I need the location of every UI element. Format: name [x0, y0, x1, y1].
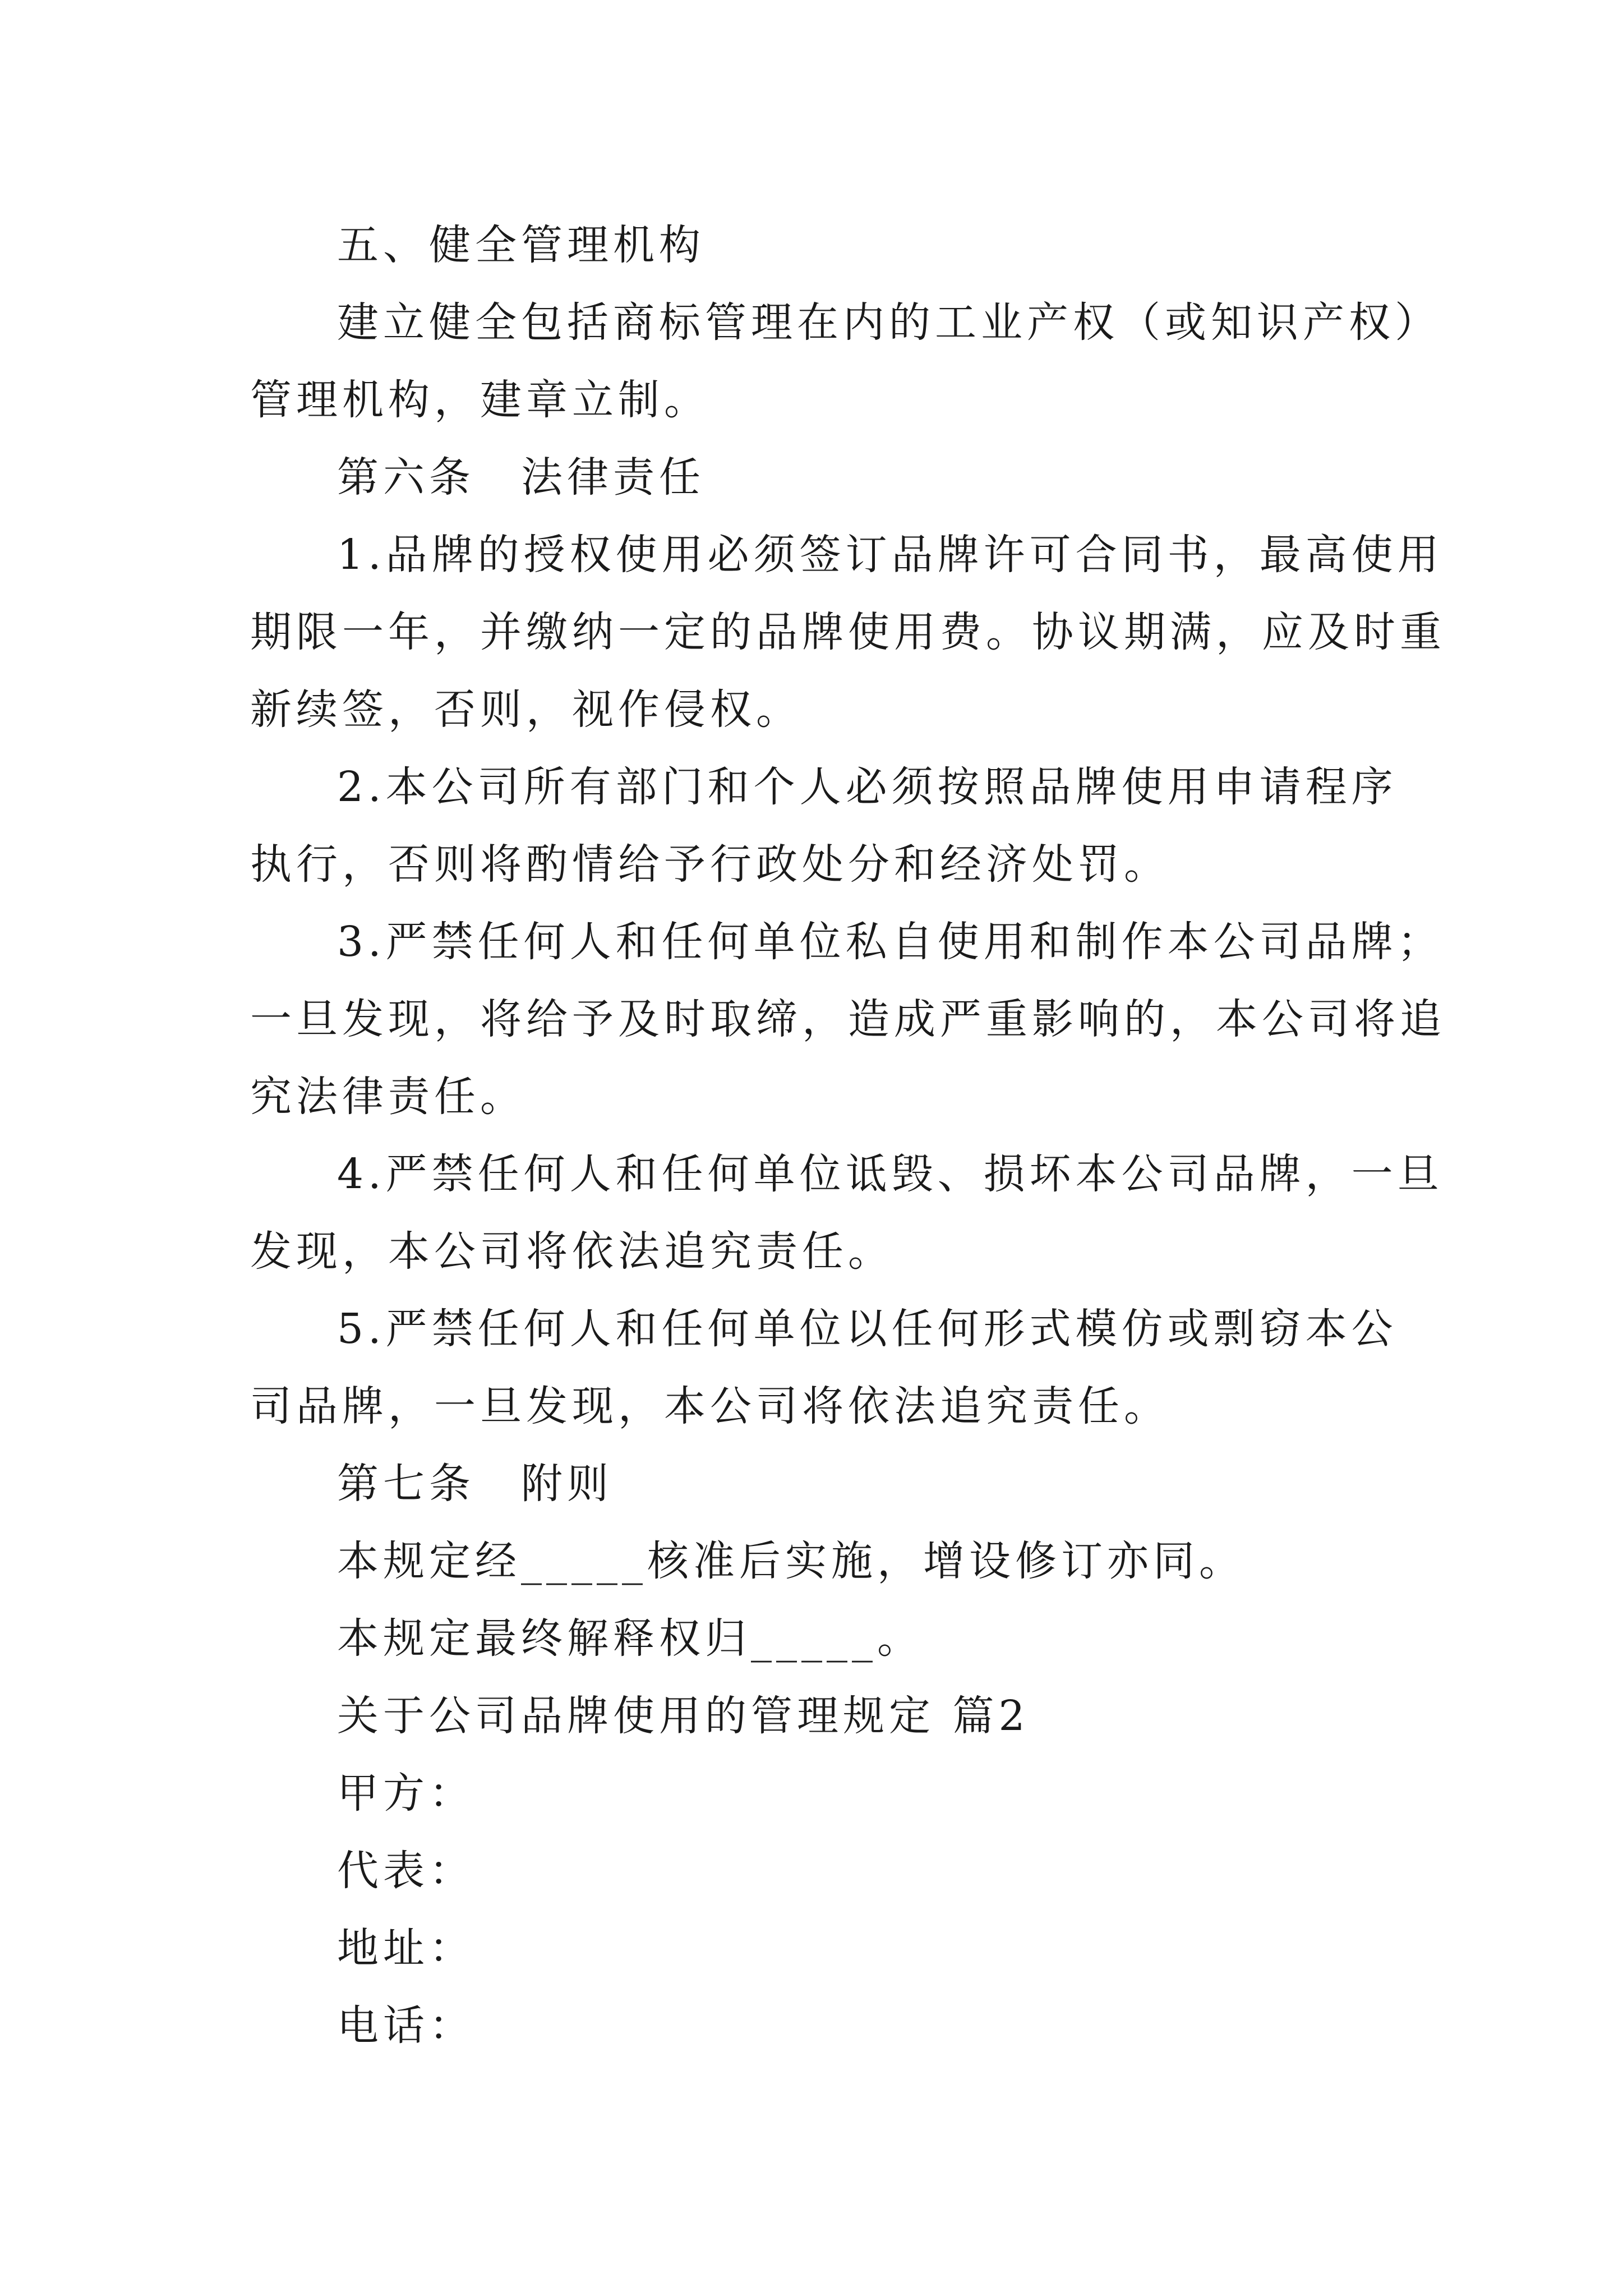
- paragraph-line: 4.严禁任何人和任何单位诋毁、损坏本公司品牌，一旦: [337, 1150, 1444, 1198]
- paragraph-line: 2.本公司所有部门和个人必须按照品牌使用申请程序: [337, 763, 1398, 811]
- paragraph-line: 究法律责任。: [250, 1073, 526, 1121]
- paragraph-line: 管理机构，建章立制。: [250, 376, 710, 424]
- document-title-line: 关于公司品牌使用的管理规定 篇2: [337, 1692, 1030, 1740]
- paragraph-line: 本规定最终解释权归_____。: [337, 1614, 923, 1663]
- paragraph-line: 5.严禁任何人和任何单位以任何形式模仿或剽窃本公: [337, 1305, 1398, 1353]
- paragraph-line: 发现，本公司将依法追究责任。: [250, 1227, 894, 1276]
- article-heading: 第七条 附则: [337, 1460, 613, 1508]
- address-field: 地址：: [337, 1924, 475, 1972]
- paragraph-line: 3.严禁任何人和任何单位私自使用和制作本公司品牌；: [337, 918, 1444, 966]
- representative-field: 代表：: [337, 1847, 475, 1895]
- paragraph-line: 期限一年，并缴纳一定的品牌使用费。协议期满，应及时重: [250, 608, 1446, 656]
- section-heading: 五、健全管理机构: [337, 221, 705, 269]
- paragraph-line: 新续签，否则，视作侵权。: [250, 685, 802, 734]
- paragraph-line: 本规定经_____核准后实施，增设修订亦同。: [337, 1537, 1245, 1585]
- paragraph-line: 司品牌，一旦发现，本公司将依法追究责任。: [250, 1382, 1170, 1430]
- document-body: [250, 206, 1446, 2064]
- phone-field: 电话：: [337, 2001, 475, 2050]
- paragraph-line: 一旦发现，将给予及时取缔，造成严重影响的，本公司将追: [250, 995, 1446, 1043]
- paragraph-line: 执行，否则将酌情给予行政处分和经济处罚。: [250, 840, 1170, 889]
- party-a-field: 甲方：: [337, 1769, 475, 1818]
- paragraph-line: 1.品牌的授权使用必须签订品牌许可合同书，最高使用: [337, 531, 1444, 579]
- paragraph-line: 建立健全包括商标管理在内的工业产权（或知识产权）: [337, 298, 1441, 347]
- article-heading: 第六条 法律责任: [337, 453, 705, 501]
